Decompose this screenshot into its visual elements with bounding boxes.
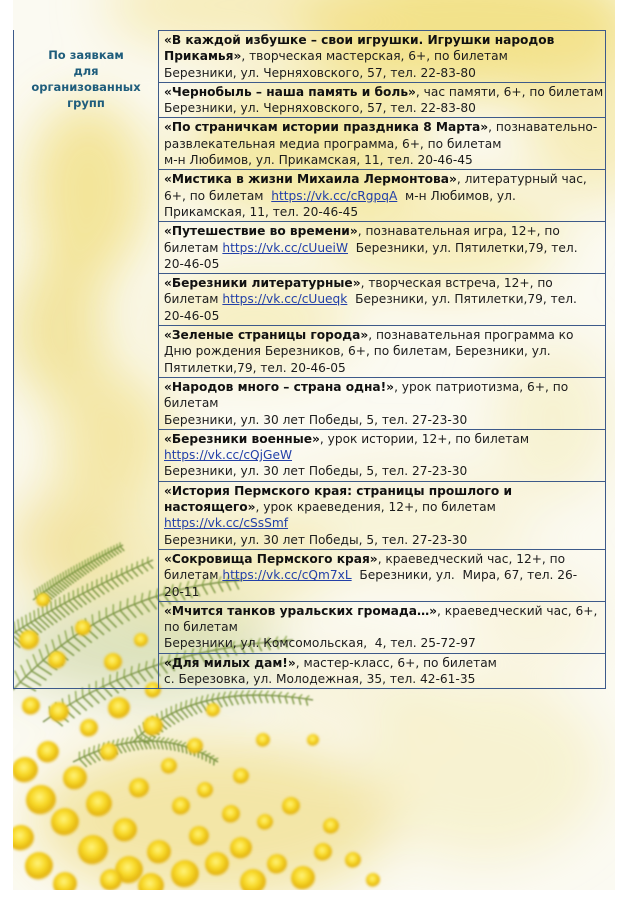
- event-link[interactable]: https://vk.cc/cQjGeW: [164, 448, 293, 463]
- mimosa-flower: [291, 866, 315, 890]
- event-line: [164, 240, 602, 256]
- mimosa-flower: [197, 782, 213, 798]
- event-details: по билетам: [164, 620, 238, 635]
- event-details: , познавательная игра, 12+, по: [357, 224, 560, 239]
- event-line: [164, 635, 602, 651]
- event-row: [158, 274, 606, 326]
- event-title: «Для милых дам!»: [164, 655, 296, 670]
- event-line: [164, 32, 602, 48]
- event-row: [158, 602, 606, 654]
- event-details: , краеведческий час, 6+,: [437, 603, 598, 618]
- mimosa-flower: [108, 697, 130, 719]
- mimosa-flower: [143, 716, 163, 736]
- event-line: [164, 483, 602, 499]
- event-line: [164, 65, 602, 81]
- event-line: [164, 532, 602, 548]
- event-line: [164, 603, 602, 619]
- event-row: [158, 378, 606, 430]
- event-row: [158, 222, 606, 274]
- event-details: Березники, ул. 30 лет Победы, 5, тел. 27-23-30: [164, 412, 468, 427]
- mimosa-flower: [161, 758, 177, 774]
- event-link[interactable]: https://vk.cc/cUueqk: [222, 292, 348, 307]
- event-title: «История Пермского края: страницы прошлого и: [164, 483, 513, 498]
- event-details: , урок патриотизма, 6+, по: [394, 379, 569, 394]
- events-table: [13, 30, 606, 689]
- event-title: «Мчится танков уральских громада…»: [164, 603, 438, 618]
- event-line: [164, 655, 602, 671]
- event-link[interactable]: https://vk.cc/cQm7xL: [222, 568, 352, 583]
- mimosa-flower: [171, 860, 199, 888]
- event-line: [164, 188, 602, 204]
- event-details: 6+, по билетам: [164, 188, 272, 203]
- fern-leaflet: [191, 699, 192, 705]
- event-line: [164, 551, 602, 567]
- event-link[interactable]: https://vk.cc/cRgpqA: [271, 188, 398, 203]
- event-row: [158, 654, 606, 690]
- mimosa-flower: [345, 852, 361, 868]
- fern-leaflet: [98, 745, 99, 751]
- event-title: «В каждой избушке – свои игрушки. Игрушки народов: [164, 33, 555, 47]
- mimosa-flower: [282, 797, 300, 815]
- event-details: Дню рождения Березников, 6+, по билетам, Березники, ул.: [164, 344, 551, 359]
- event-details: Прикамская, 11, тел. 20-46-45: [164, 204, 359, 219]
- event-link[interactable]: https://vk.cc/cUueiW: [222, 240, 348, 255]
- fern-leaflet: [181, 703, 182, 710]
- event-line: [164, 360, 602, 376]
- event-details: билетам: [164, 396, 219, 411]
- fern-leaflet: [89, 748, 90, 754]
- event-title: настоящего»: [164, 500, 256, 515]
- mimosa-flower: [100, 743, 118, 761]
- event-title: Прикамья»: [164, 49, 242, 64]
- event-title: «Чернобыль – наша память и боль»: [164, 84, 416, 99]
- mimosa-flower: [86, 791, 112, 817]
- mimosa-flower: [78, 835, 108, 865]
- mimosa-flower: [256, 733, 270, 747]
- event-row: [158, 118, 606, 170]
- event-line: [164, 431, 602, 447]
- event-details: 20-46-05: [164, 308, 220, 323]
- mimosa-flower: [172, 797, 190, 815]
- fern-leaflet: [162, 711, 163, 718]
- event-details: , познавательно-: [488, 120, 598, 135]
- event-details: , творческая встреча, 12+, по: [360, 276, 553, 291]
- group-label-line: групп: [67, 96, 105, 110]
- event-line: [164, 463, 602, 479]
- event-line: [164, 343, 602, 359]
- mimosa-flower: [206, 703, 220, 717]
- event-details: Березники, ул. 30 лет Победы, 5, тел. 27-23-30: [164, 464, 468, 479]
- group-label-line: По заявкам: [48, 48, 124, 62]
- event-line: [164, 515, 602, 531]
- event-line: [164, 308, 602, 324]
- event-line: [164, 256, 602, 272]
- event-line: [164, 447, 602, 463]
- mimosa-flower: [233, 768, 249, 784]
- mimosa-flower: [230, 837, 252, 859]
- event-details: , краеведческий час, 12+, по: [377, 551, 566, 566]
- events-column: [158, 30, 606, 689]
- event-details: 20-11: [164, 584, 200, 599]
- event-line: [164, 275, 602, 291]
- event-row: [158, 482, 606, 550]
- event-line: [164, 584, 602, 600]
- event-details: билетам: [164, 568, 223, 583]
- mimosa-flower: [51, 808, 79, 836]
- event-details: , урок истории, 12+, по билетам: [319, 431, 530, 446]
- fern-leaflet: [186, 747, 187, 754]
- event-row: [158, 430, 606, 482]
- event-title: «Мистика в жизни Михаила Лермонтова»: [164, 172, 457, 187]
- mimosa-flower: [257, 814, 273, 830]
- event-details: , урок краеведения, 12+, по билетам: [255, 500, 496, 515]
- event-details: м-н Любимов, ул. Прикамская, 11, тел. 20-46-45: [164, 153, 473, 168]
- event-row: [158, 30, 606, 83]
- fern-leaflet: [76, 692, 77, 701]
- mimosa-flower: [22, 697, 40, 715]
- event-details: билетам: [164, 240, 223, 255]
- event-title: «Сокровища Пермского края»: [164, 551, 378, 566]
- event-details: Березники, ул. Черняховского, 57, тел. 22-83-80: [164, 65, 476, 80]
- event-line: [164, 136, 602, 152]
- event-line: [164, 171, 602, 187]
- event-details: , творческая мастерская, 6+, по билетам: [241, 49, 508, 64]
- group-label-line: организованных: [31, 80, 141, 94]
- event-row: [158, 83, 606, 119]
- mimosa-flower: [37, 741, 59, 763]
- event-line: [164, 412, 602, 428]
- event-line: [164, 84, 602, 100]
- mimosa-flower: [26, 785, 56, 815]
- mimosa-flower: [113, 818, 137, 842]
- mimosa-flower: [13, 757, 38, 783]
- event-line: [164, 499, 602, 515]
- event-line: [164, 152, 602, 168]
- event-details: Березники, ул. Комсомольская, 4, тел. 25-72-97: [164, 636, 476, 651]
- event-line: [164, 567, 602, 583]
- mimosa-flower: [205, 852, 229, 876]
- event-line: [164, 223, 602, 239]
- group-label-cell: [13, 30, 158, 689]
- event-details: Березники, ул. Пятилетки,79, тел.: [347, 292, 577, 307]
- event-line: [164, 204, 602, 220]
- mimosa-flower: [267, 854, 287, 874]
- mimosa-flower: [187, 738, 203, 754]
- mimosa-flower: [49, 702, 69, 722]
- mimosa-flower: [63, 766, 87, 790]
- event-title: «Березники военные»: [164, 431, 320, 446]
- event-details: билетам: [164, 292, 223, 307]
- event-title: «Путешествие во времени»: [164, 224, 358, 239]
- event-details: 20-46-05: [164, 256, 220, 271]
- mimosa-flower: [129, 778, 149, 798]
- group-label-line: для: [73, 64, 99, 78]
- mimosa-flower: [366, 873, 380, 887]
- fern-leaflet: [186, 701, 187, 708]
- event-row: [158, 550, 606, 602]
- event-details: Березники, ул. Черняховского, 57, тел. 22-83-80: [164, 101, 476, 116]
- mimosa-flower: [307, 734, 319, 746]
- event-title: «Зеленые страницы города»: [164, 328, 369, 343]
- event-details: , мастер-класс, 6+, по билетам: [295, 655, 497, 670]
- event-details: развлекательная медиа программа, 6+, по билетам: [164, 136, 502, 151]
- event-title: «Народов много – страна одна!»: [164, 379, 395, 394]
- mimosa-flower: [189, 826, 209, 846]
- event-title: «По страничкам истории праздника 8 Марта»: [164, 120, 489, 135]
- event-details: с. Березовка, ул. Молодежная, 35, тел. 42-61-35: [164, 671, 476, 686]
- event-line: [164, 395, 602, 411]
- fern-leaflet: [69, 695, 70, 704]
- event-line: [164, 48, 602, 64]
- event-line: [164, 671, 602, 687]
- event-line: [164, 379, 602, 395]
- event-line: [164, 100, 602, 116]
- event-line: [164, 119, 602, 135]
- event-details: м-н Любимов, ул.: [397, 188, 516, 203]
- mimosa-flower: [314, 843, 332, 861]
- event-title: «Березники литературные»: [164, 276, 361, 291]
- fern-leaflet: [182, 745, 183, 752]
- event-row: [158, 170, 606, 222]
- event-details: , литературный час,: [456, 172, 587, 187]
- mimosa-flower: [100, 869, 122, 890]
- mimosa-flower: [222, 805, 240, 823]
- mimosa-flower: [25, 852, 53, 880]
- event-line: [164, 619, 602, 635]
- mimosa-flower: [80, 719, 98, 737]
- event-link[interactable]: https://vk.cc/cSsSmf: [164, 516, 289, 531]
- mimosa-flower: [147, 840, 171, 864]
- event-line: [164, 291, 602, 307]
- event-details: Пятилетки,79, тел. 20-46-05: [164, 360, 346, 375]
- event-details: Березники, ул. Пятилетки,79, тел.: [348, 240, 578, 255]
- event-details: Березники, ул. Мира, 67, тел. 26-: [351, 568, 578, 583]
- event-details: , час памяти, 6+, по билетам: [415, 84, 604, 99]
- event-details: Березники, ул. 30 лет Победы, 5, тел. 27-23-30: [164, 532, 468, 547]
- fern-leaflet: [94, 746, 95, 752]
- event-line: [164, 327, 602, 343]
- event-details: , познавательная программа ко: [368, 328, 574, 343]
- mimosa-flower: [323, 818, 339, 834]
- event-row: [158, 326, 606, 378]
